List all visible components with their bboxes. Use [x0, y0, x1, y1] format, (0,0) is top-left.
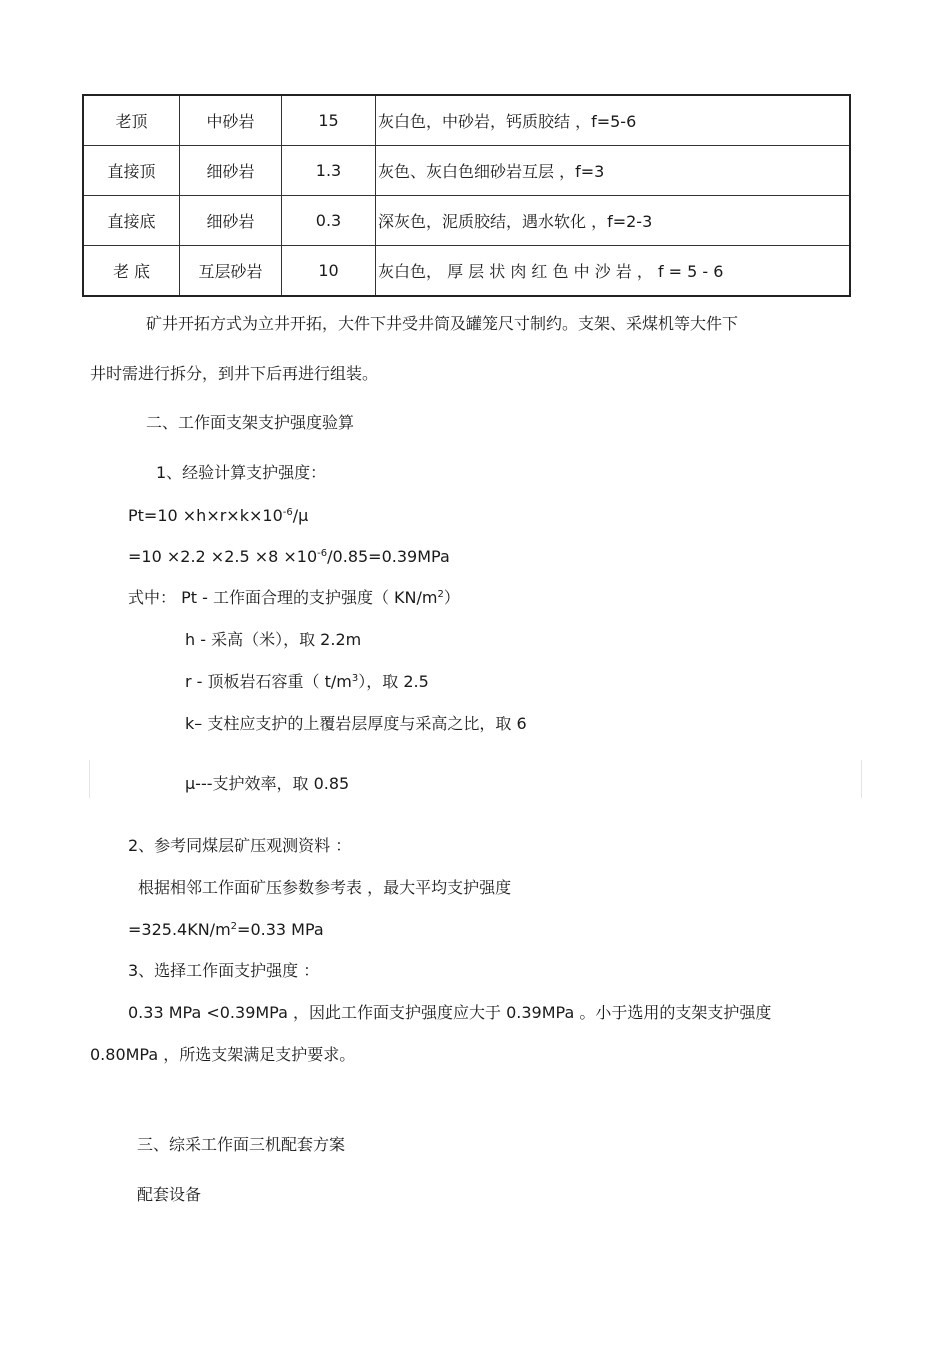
variable-tail: ），取 2.5 — [358, 672, 429, 691]
paragraph-line — [128, 922, 324, 938]
rock-description: 深灰色，泥质胶结，遇水软化 ，f=2-3 — [376, 196, 851, 246]
table-row — [83, 146, 850, 196]
subsection-heading: 配套设备 — [137, 1185, 202, 1204]
variable-text: r - 顶板岩石容重（ t/m — [185, 672, 352, 691]
value-tail: =0.33 MPa — [237, 920, 324, 939]
thickness: 15 — [282, 95, 376, 146]
table-row — [83, 95, 850, 146]
subsection-heading: 2、参考同煤层矿压观测资料 ： — [128, 836, 352, 855]
formula-line — [128, 549, 450, 565]
variable-definition — [185, 674, 429, 690]
formula-tail: /0.85=0.39MPa — [327, 547, 450, 566]
rock-type: 细砂岩 — [180, 146, 282, 196]
rock-description: 灰白色，中砂岩，钙质胶结 ，f=5-6 — [376, 95, 851, 146]
formula-text: Pt=10 ×h×r×k×10 — [128, 506, 283, 525]
rock-strata-table — [82, 94, 851, 297]
variable-definition: k– 支柱应支护的上覆岩层厚度与采高之比，取 6 — [185, 714, 527, 733]
rock-type: 细砂岩 — [180, 196, 282, 246]
value-text: =325.4KN/m — [128, 920, 231, 939]
paragraph-line: 0.33 MPa <0.39MPa ，因此工作面支护强度应大于 0.39MPa 。小于选用的支架支护强度 — [128, 1003, 772, 1022]
variable-definition: μ---支护效率，取 0.85 — [185, 774, 350, 793]
section-heading: 三、综采工作面三机配套方案 — [137, 1135, 346, 1154]
formula-exponent: -6 — [317, 548, 328, 559]
stratum-name: 直接顶 — [83, 146, 180, 196]
thickness: 1.3 — [282, 146, 376, 196]
stratum-name: 直接底 — [83, 196, 180, 246]
stratum-name: 老顶 — [83, 95, 180, 146]
paragraph-line: 根据相邻工作面矿压参数参考表 ，最大平均支护强度 — [138, 878, 512, 897]
table-row — [83, 246, 850, 297]
value-exponent: 2 — [230, 921, 238, 932]
scan-mark — [89, 760, 90, 798]
where-line — [128, 590, 460, 606]
where-tail: ） — [443, 588, 460, 607]
formula-text: =10 ×2.2 ×2.5 ×8 ×10 — [128, 547, 318, 566]
paragraph-line: 井时需进行拆分，到井下后再进行组装。 — [90, 364, 379, 383]
subsection-heading: 3、选择工作面支护强度 ： — [128, 961, 320, 980]
thickness: 0.3 — [282, 196, 376, 246]
scan-mark — [861, 760, 862, 798]
rock-type: 互层砂岩 — [180, 246, 282, 297]
rock-description: 灰色、灰白色细砂岩互层 ，f=3 — [376, 146, 851, 196]
subsection-heading: 1、经验计算支护强度： — [156, 463, 327, 482]
thickness: 10 — [282, 246, 376, 297]
paragraph-line: 矿井开拓方式为立井开拓，大件下井受井筒及罐笼尺寸制约。支架、采煤机等大件下 — [146, 314, 739, 333]
section-heading: 二、工作面支架支护强度验算 — [146, 413, 355, 432]
variable-exponent: 3 — [351, 673, 359, 684]
table-row — [83, 196, 850, 246]
formula-tail: /μ — [292, 506, 309, 525]
rock-type: 中砂岩 — [180, 95, 282, 146]
paragraph-line: 0.80MPa ，所选支架满足支护要求。 — [90, 1045, 356, 1064]
stratum-name: 老 底 — [83, 246, 180, 297]
formula-line — [128, 508, 308, 524]
formula-exponent: -6 — [282, 507, 293, 518]
where-text: 式中： Pt - 工作面合理的支护强度（ KN/m — [128, 588, 438, 607]
where-exponent: 2 — [437, 589, 444, 600]
rock-description: 灰白色， 厚 层 状 肉 红 色 中 沙 岩 ， f = 5 - 6 — [376, 246, 851, 297]
variable-definition: h - 采高（米），取 2.2m — [185, 630, 362, 649]
